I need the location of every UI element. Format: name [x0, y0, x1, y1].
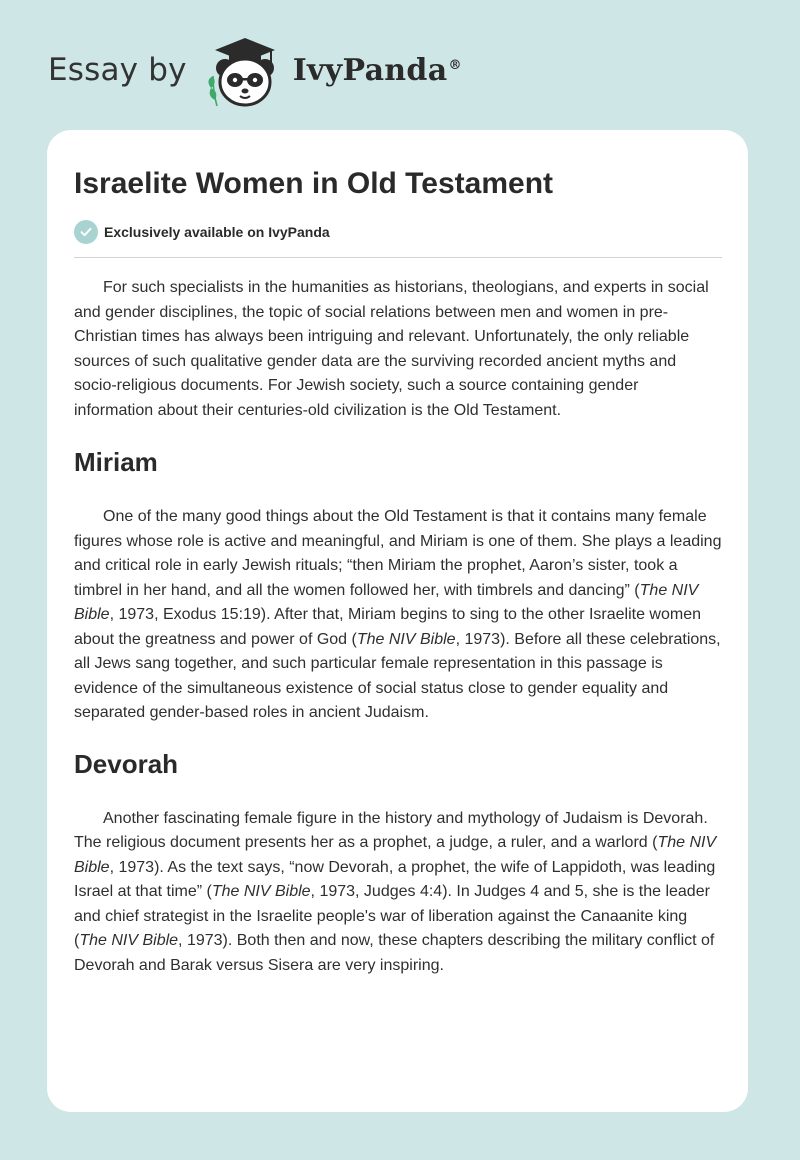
citation: The NIV Bible — [211, 883, 311, 900]
registered-mark: ® — [448, 57, 462, 73]
intro-paragraph: For such specialists in the humanities as historians, theologians, and experts in social and gender disciplines, the topic of social relations between men and women in pre-Christian times has always been intriguing and relevant. Unfortunately, the only reliable sources of such qualitative gender data are the surviving recorded ancient myths and socio-religious documents. For Jewish society, such a source containing gender information about their centuries-old civilization is the Old Testament. — [74, 279, 709, 419]
article-content — [74, 160, 722, 978]
panda-mascot-icon — [201, 30, 287, 110]
section-heading-devorah: Devorah — [74, 748, 179, 779]
essay-by-label: Essay by — [48, 52, 187, 88]
citation: The NIV Bible — [356, 630, 456, 648]
citation: The NIV Bible — [74, 834, 717, 876]
citation: The NIV Bible — [74, 581, 699, 623]
exclusive-badge — [74, 220, 722, 244]
exclusive-badge-label: Exclusively available on IvyPanda — [104, 224, 330, 240]
section-heading-miriam: Miriam — [74, 447, 158, 477]
check-circle-icon — [74, 220, 98, 244]
miriam-paragraph: One of the many good things about the Old Testament is that it contains many female figures whose role is active and meaningful, and Miriam is one of them. She plays a leading and critical role in early Jewish rituals; “then Miriam the prophet, Aaron’s sister, took a timbrel in her hand, and all the women followed her, with timbrels and dancing” (The NIV Bible, 1973, Exodus 15:19). After that, Miriam begins to sing to the other Israelite women about the greatness and power of God (The NIV Bible, 1973). Before all these celebrations, all Jews sang together, and such particular female representation in this passage is evidence of the simultaneous existence of social status close to gender equality and separated gender-based roles in ancient Judaism. — [74, 508, 722, 721]
divider — [74, 257, 722, 258]
page-title: Israelite Women in Old Testament — [74, 167, 554, 200]
article-card — [47, 130, 748, 1112]
devorah-paragraph: Another fascinating female figure in the history and mythology of Judaism is Devorah. The religious document presents her as a prophet, a judge, a ruler, and a warlord (The NIV Bible, 1973). As the text says, “now Devorah, a prophet, the wife of Lappidoth, was leading Israel at that time” (The NIV Bible, 1973, Judges 4:4). In Judges 4 and 5, she is the leader and chief strategist in the Israelite people's war of liberation against the Canaanite king (The NIV Bible, 1973). Both then and now, these chapters describing the military conflict of Devorah and Barak versus Sisera are very inspiring. — [74, 809, 717, 974]
citation: The NIV Bible — [79, 932, 179, 949]
brand-name: IvyPanda® — [292, 52, 462, 88]
ivypanda-logo[interactable] — [201, 30, 287, 110]
site-header — [48, 30, 462, 110]
